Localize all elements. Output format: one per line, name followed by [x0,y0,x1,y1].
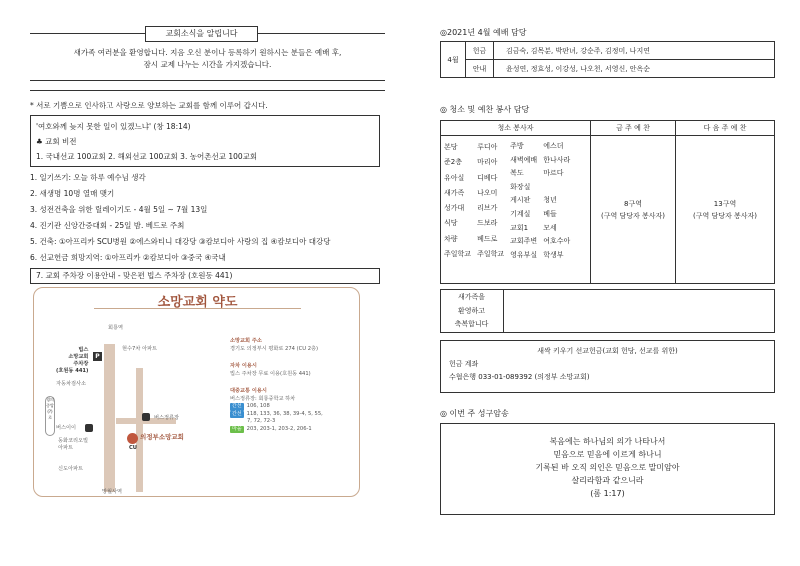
welcome-line-1: 새가족 여러분을 환영합니다. 지음 오신 분이나 등록하기 원하시는 분들은 예배 후, [73,48,342,57]
verse-line: 믿음으로 믿음에 이르게 하나니 [553,450,662,459]
list-item: 6. 선교헌금 희망지역: ①아프리카 ②캄보디아 ③중국 ④국내 [30,253,226,262]
mission-box [440,340,775,393]
month-label: 4월 [441,42,466,78]
this-week-area: 8구역 [624,199,642,208]
apt-1: 현수7차 아파트 [122,346,158,352]
map [33,287,360,497]
road-bottom: 망월사역 [102,489,123,495]
vision-items: 1. 국내선교 100교회 2. 해외선교 100교회 3. 농어촌선교 100교회 [36,152,258,161]
car-title: 자차 이용시 [230,363,257,369]
news-title-box [145,26,258,42]
next-week-area: 13구역 [713,199,737,208]
vision-box [30,115,380,167]
offering-names: 김금숙, 김목분, 박판녀, 강순주, 김정미, 나지연 [494,42,775,60]
volunteer-col-1: 본당 준2층 유아실 새가족 성가대 식당 차량 주일학교 [444,143,472,259]
verse-line: 복음에는 하나님의 의가 나타나서 [549,437,666,446]
this-week-sub: (구역 담당자 봉사자) [600,211,665,220]
next-week-sub: (구역 담당자 봉사자) [692,211,757,220]
road-top: 회룡역 [108,325,124,331]
church-icon [127,433,138,444]
bus-icon [85,424,93,432]
verse-line: 살리라함과 같으니라 [571,476,644,485]
bus-stop-left: 버스이이 [56,425,77,431]
verse-box [440,423,775,515]
volunteer-col-3: 주방 새벽예배 복도 화장실 게시판 기계실 교회1 교회주변 영유부실 [510,142,538,259]
addr-title: 소망교회 주소 [230,338,262,344]
list-item: 2. 새생명 10명 열매 맺기 [30,189,115,198]
bibs-label: 빕스 소망교회 주차장 (호원동 441) [56,347,89,374]
road-left: 경의중앙(?)로 [46,397,54,420]
greeting-note: * 서로 기쁨으로 인사하고 사랑으로 양보하는 교회를 함께 이루어 갑시다. [30,101,268,110]
list-item: 1. 일기쓰기: 오늘 하루 예수님 생각 [30,173,146,182]
public-title: 대중교통 이용시 [230,388,267,394]
car-wash: 자동차검사소 [56,381,87,387]
list-item: 5. 건축: ①아프리카 SCU병원 ②에스와티니 대강당 ③캄보디아 사랑의 집 ④캄보디아 대강당 [30,237,331,246]
april-title: ◎2021년 4월 예배 담당 [440,28,527,37]
volunteer-col-2: 루디아 마리아 디베다 나오미 리브가 드보라 베드로 주일학교 [477,143,505,259]
apt-2: 동화코리오빌 아파트 [58,438,89,451]
news-title: 교회소식을 알립니다 [165,29,238,38]
usher-label: 안내 [466,60,494,78]
verse-ref: (롬 1:17) [590,489,625,498]
header-next-week: 다 음 주 예 찬 [676,121,775,136]
header-this-week: 금 주 예 찬 [591,121,676,136]
cleaning-table [440,120,775,284]
bus-line: 간선 118, 133, 36, 38, 39-4, 5, 55, [232,410,323,417]
verse-title: ◎ 이번 주 성구암송 [440,409,509,418]
offering-label: 헌금 [466,42,494,60]
bus-icon [142,413,150,421]
parking-note-box [30,268,380,284]
cleaning-title: ◎ 청소 및 예찬 봉사 담당 [440,105,530,114]
parking-note: 7. 교회 주차장 이용안내 - 맞은편 빕스 주차장 (호원동 441) [36,271,233,280]
main-road [104,344,115,492]
church-label: 의정부소망교회 [140,433,184,441]
bus-line: 간선 106, 108 [232,403,270,409]
news-list [30,170,390,266]
list-item: 3. 성전건축을 위한 릴레이기도 - 4월 5일 ~ 7월 13일 [30,205,208,214]
bus-line: 마을 203, 203-1, 203-2, 206-1 [232,425,312,432]
volunteer-col-4: 에스더 한나사라 마르다 청년 베들 모세 여호수아 학생부 [543,142,571,259]
usher-names: 윤성연, 정효성, 이강성, 나오천, 서영신, 안옥순 [494,60,775,78]
side-road [136,368,143,492]
vision-title: ♣ 교회 비전 [36,137,77,146]
welcome-line-2: 잠시 교제 나누는 시간을 가지겠습니다. [143,60,272,69]
bus-line: 7, 72, 72-3 [247,418,276,424]
newcomer-text: 새가족을 환영하고 축복합니다 [454,293,489,328]
verse-line: 기록된 바 오직 의인은 믿음으로 말미암아 [535,463,680,472]
list-item: 4. 진기관 신앙간증대회 - 25일 밤. 베드로 주최 [30,221,185,230]
account-number: 수협은행 033-01-089392 (의정부 소망교회) [449,373,590,381]
map-title: 소망교회 약도 [157,295,238,310]
mission-title: 새싹 키우기 선교헌금(교회 헌당, 선교를 위한) [537,347,678,355]
cu-label: CU [129,445,138,451]
parking-icon: P [93,352,102,361]
apt-3: 신도아파트 [58,466,84,472]
april-duty-table [440,41,775,78]
addr: 경기도 의정부시 평화로 274 (CU 2층) [230,345,319,352]
verse-line: '여호와께 늦지 못한 일이 있겠느냐' (창 18:14) [36,122,191,131]
car-info: 빕스 주차장 무료 이용(호원동 441) [230,370,311,377]
public-sub: 버스정류장: 회룡중학교 하차 [230,395,296,402]
bus-stop-top: 버스정류장 [154,415,180,421]
header-volunteer: 청소 봉사자 [441,121,591,136]
account-label: 헌금 계좌 [449,360,479,368]
